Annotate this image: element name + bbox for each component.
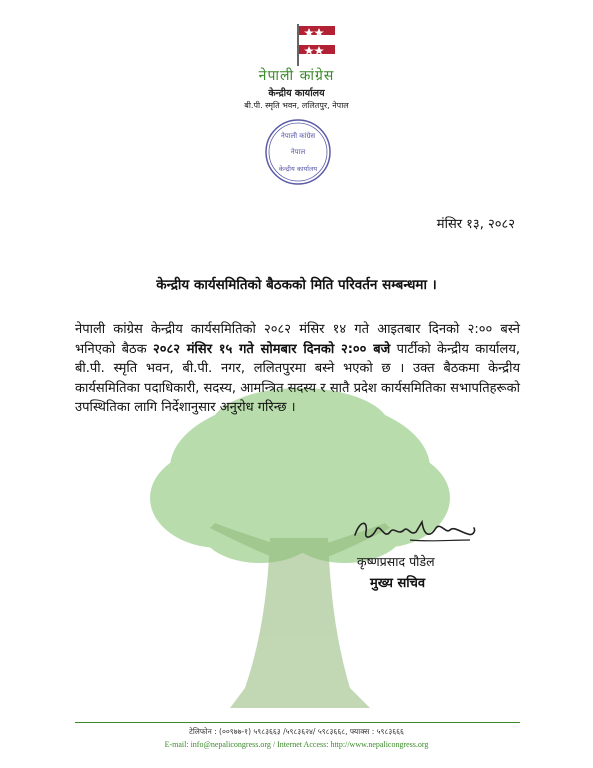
seal-bottom-text: केन्द्रीय कार्यालय [278, 165, 318, 173]
footer-web-label: Internet Access: [277, 740, 329, 749]
footer-email-link[interactable]: info@nepalicongress.org [190, 740, 271, 749]
footer-separator: / [270, 740, 278, 749]
office-name: केन्द्रीय कार्यालय [268, 88, 325, 99]
seal-outer-text: नेपाली कांग्रेस [280, 132, 316, 140]
seal-middle-text: नेपाल [290, 148, 306, 156]
footer-phone: टेलिफोन : (००९७७-१) ५९८३६६३ /५९८३६२४/ ५९८३६६८, फ्याक्स : ५९८३६६६ [189, 727, 404, 736]
signatory-title: मुख्य सचिव [370, 576, 426, 591]
body-text-part1: नेपाली कांग्रेस केन्द्रीय कार्यसमितिको २०८२ मंसिर १४ गते आइतबार दिनको २:०० बस्ने भनिएको बैठक [75, 322, 520, 357]
footer-web-link[interactable]: http://www.nepalicongress.org [330, 740, 429, 749]
party-flag-logo [289, 22, 339, 66]
footer-contact [0, 740, 593, 749]
body-text-part2: पार्टीको केन्द्रीय कार्यालय, बी.पी. स्मृति भवन, बी.पी. नगर, ललितपुरमा बस्ने भएको छ । उक्त बैठकमा केन्द्रीय कार्यसमितिका पदाधिकारी, सदस्य, आमन्त्रित सदस्य र सातै प्रदेश कार्यसमितिका सभापतिहरूको उपस्थितिका लागि निर्देशानुसार अनुरोध गरिन्छ । [75, 341, 520, 415]
footer-email-label: E-mail: [164, 740, 189, 749]
body-text-highlight: २०८२ मंसिर १५ गते सोमबार दिनको २:०० बजे [152, 341, 391, 357]
official-seal-stamp [264, 118, 332, 186]
office-address: बी.पी. स्मृति भवन, ललितपुर, नेपाल [244, 101, 349, 110]
letter-subject: केन्द्रीय कार्यसमितिको बैठकको मिति परिवर्तन सम्बन्धमा । [156, 277, 437, 293]
letter-date: मंसिर १३, २०८२ [436, 217, 515, 232]
organization-name: नेपाली कांग्रेस [258, 68, 335, 84]
handwritten-signature [350, 510, 480, 550]
letter-body [75, 320, 520, 418]
signatory-name: कृष्णप्रसाद पौडेल [357, 554, 435, 569]
footer-divider [75, 722, 520, 723]
